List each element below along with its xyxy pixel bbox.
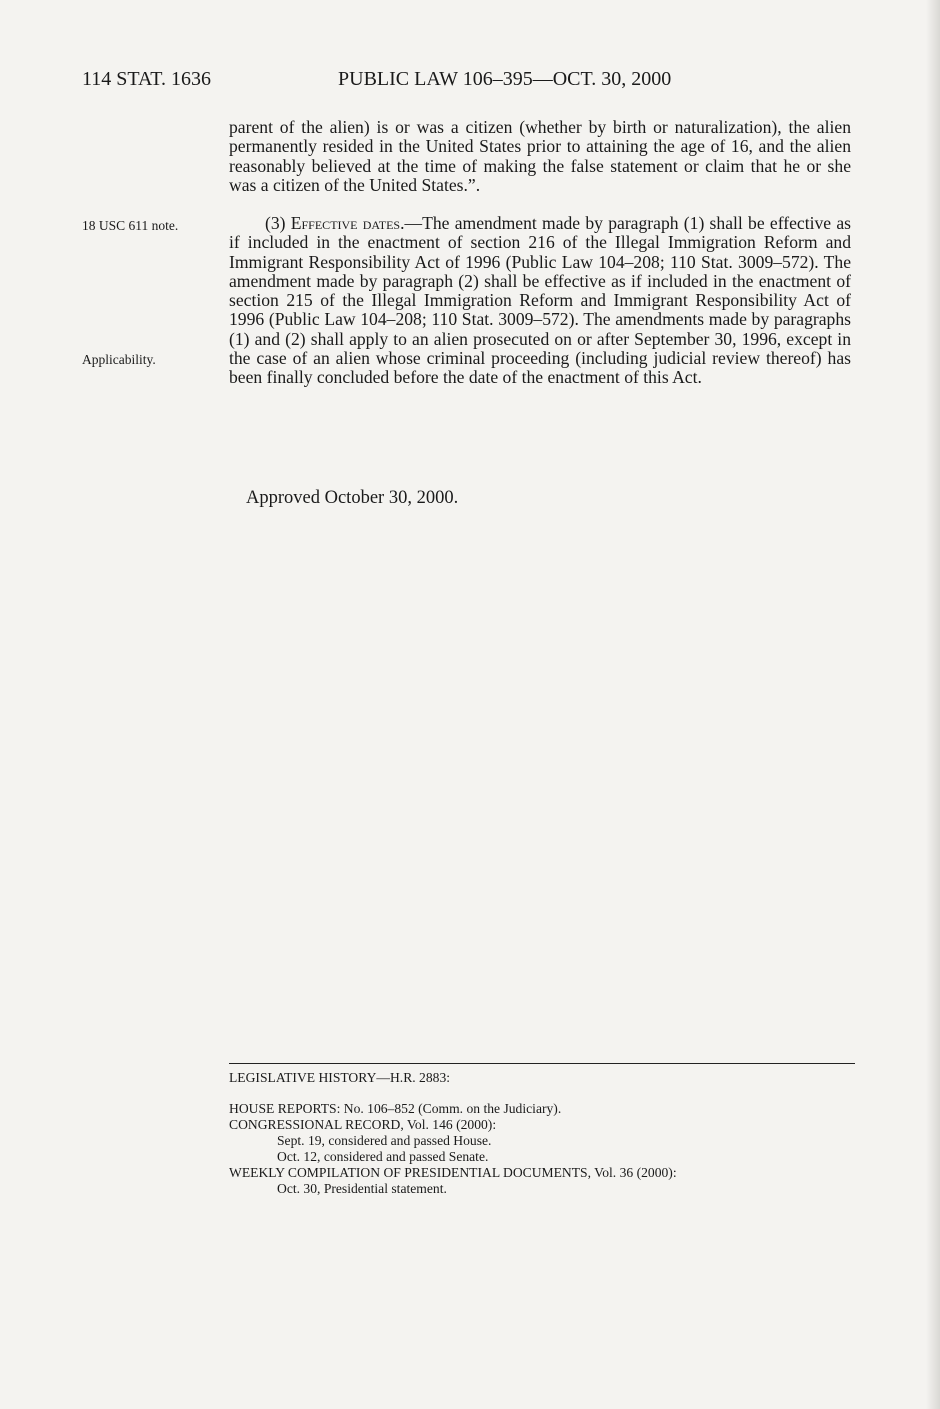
- margin-note-applicability: Applicability.: [82, 352, 156, 367]
- legislative-history-title: LEGISLATIVE HISTORY—H.R. 2883:: [229, 1070, 451, 1085]
- history-line: Oct. 12, considered and passed Senate.: [277, 1149, 489, 1164]
- legislative-history: [229, 1063, 855, 1197]
- paragraph-heading: (3) Effective dates.: [265, 213, 405, 233]
- margin-note-usc: 18 USC 611 note.: [82, 218, 179, 233]
- paragraph-continuation: parent of the alien) is or was a citizen (whether by birth or naturalization), the alien permanently resided in the United States prior to attaining the age of 16, and the alien reasonably believed at the time of making the false statement or claim that he or she was a citizen of the United States.”.: [229, 117, 851, 195]
- history-line: Oct. 30, Presidential statement.: [277, 1181, 447, 1196]
- legislative-history-lines: [229, 1101, 855, 1197]
- page-edge-shadow: [926, 0, 940, 1409]
- history-line: HOUSE REPORTS: No. 106–852 (Comm. on the Judiciary).: [229, 1101, 562, 1116]
- running-head: [82, 68, 802, 98]
- public-law-citation: PUBLIC LAW 106–395—OCT. 30, 2000: [338, 68, 672, 90]
- history-line: Sept. 19, considered and passed House.: [277, 1133, 492, 1148]
- approval-date: Approved October 30, 2000.: [246, 488, 459, 508]
- paragraph-effective-dates: [229, 214, 851, 388]
- paragraph-text: —The amendment made by paragraph (1) shall be effective as if included in the enactment of section 216 of the Illegal Immigration Reform and Immigrant Responsibility Act of 1996 (Public Law 104–208; 110 Stat. 3009–572). The amendment made by paragraph (2) shall be effective as if included in the enactment of section 215 of the Illegal Immigration Reform and Immigrant Responsibility Act of 1996 (Public Law 104–208; 110 Stat. 3009–572). The amendments made by paragraphs (1) and (2) shall apply to an alien prosecuted on or after September 30, 1996, except in the case of an alien whose criminal proceeding (including judicial review thereof) has been finally concluded before the date of the enactment of this Act.: [229, 213, 851, 388]
- history-line: WEEKLY COMPILATION OF PRESIDENTIAL DOCUMENTS, Vol. 36 (2000):: [229, 1165, 677, 1180]
- history-line: CONGRESSIONAL RECORD, Vol. 146 (2000):: [229, 1117, 497, 1132]
- stat-citation: 114 STAT. 1636: [82, 68, 211, 90]
